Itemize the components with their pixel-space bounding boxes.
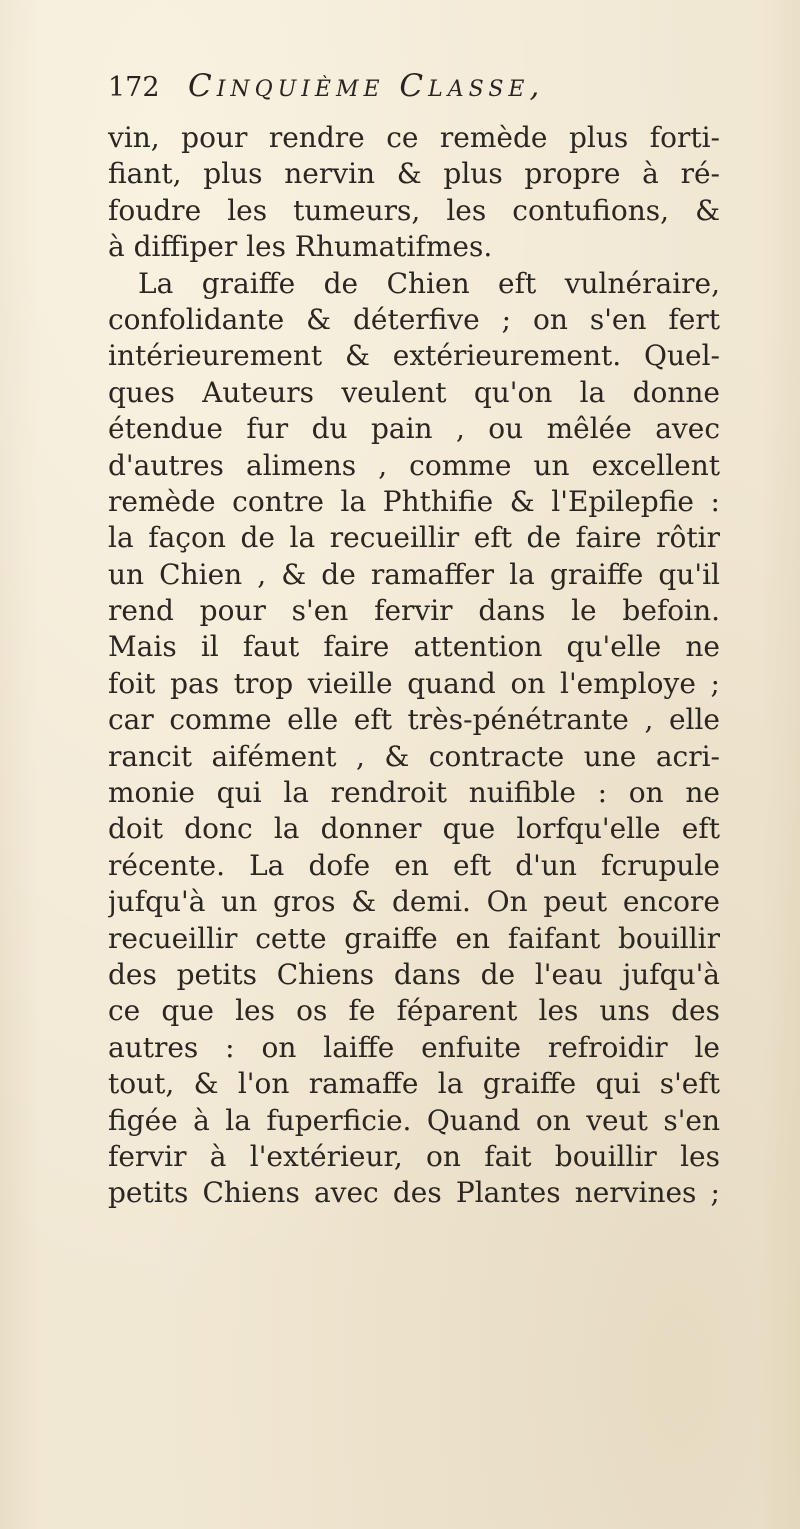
text-line: rancit aifément , & contracte une acri- [108,739,720,773]
text-line: monie qui la rendroit nuifible : on ne [108,776,720,810]
text-line: fervir à l'extérieur, on fait bouillir les [108,1139,720,1173]
text-line: récente. La dofe en eft d'un fcrupule [108,848,720,882]
running-head [108,68,728,118]
text-line: des petits Chiens dans de l'eau jufqu'à [108,957,720,991]
text-line: ques Auteurs veulent qu'on la donne [108,375,720,409]
body-text [108,120,720,1212]
page-number: 172 [108,72,160,103]
text-line: un Chien , & de ramaffer la graiffe qu'il [108,557,720,591]
text-line: Mais il faut faire attention qu'elle ne [108,630,720,664]
text-line: remède contre la Phthifie & l'Epilepfie : [108,484,720,518]
text-line: d'autres alimens , comme un excellent [108,448,720,482]
text-line: foit pas trop vieille quand on l'employe ; [108,666,720,700]
text-line: étendue fur du pain , ou mêlée avec [108,412,720,446]
text-line: à diffiper les Rhumatifmes. [108,230,493,264]
text-line: confolidante & déterfive ; on s'en fert [108,302,720,336]
text-line: vin, pour rendre ce remède plus forti- [108,121,720,154]
text-line: foudre les tumeurs, les contufions, & [108,193,720,227]
text-line: intérieurement & extérieurement. Quel- [108,339,720,373]
text-line: tout, & l'on ramaffe la graiffe qui s'eft [108,1067,720,1101]
text-line: La graiffe de Chien eft vulnéraire, [138,266,720,300]
text-line: la façon de la recueillir eft de faire rôtir [108,521,720,555]
text-line: ce que les os fe féparent les uns des [108,994,720,1028]
text-line: autres : on laiffe enfuite refroidir le [108,1030,720,1064]
text-line: recueillir cette graiffe en faifant bouillir [108,921,720,955]
text-line: figée à la fuperficie. Quand on veut s'en [108,1103,720,1137]
text-line: rend pour s'en fervir dans le befoin. [108,594,720,628]
text-line: fiant, plus nervin & plus propre à ré- [108,157,720,191]
running-head-title: Cinquième Classe, [188,68,545,104]
text-line: petits Chiens avec des Plantes nervines ; [108,1176,720,1210]
text-line: doit donc la donner que lorfqu'elle eft [108,812,720,846]
text-line: car comme elle eft très-pénétrante , elle [108,703,720,737]
text-line: jufqu'à un gros & demi. On peut encore [108,885,720,919]
